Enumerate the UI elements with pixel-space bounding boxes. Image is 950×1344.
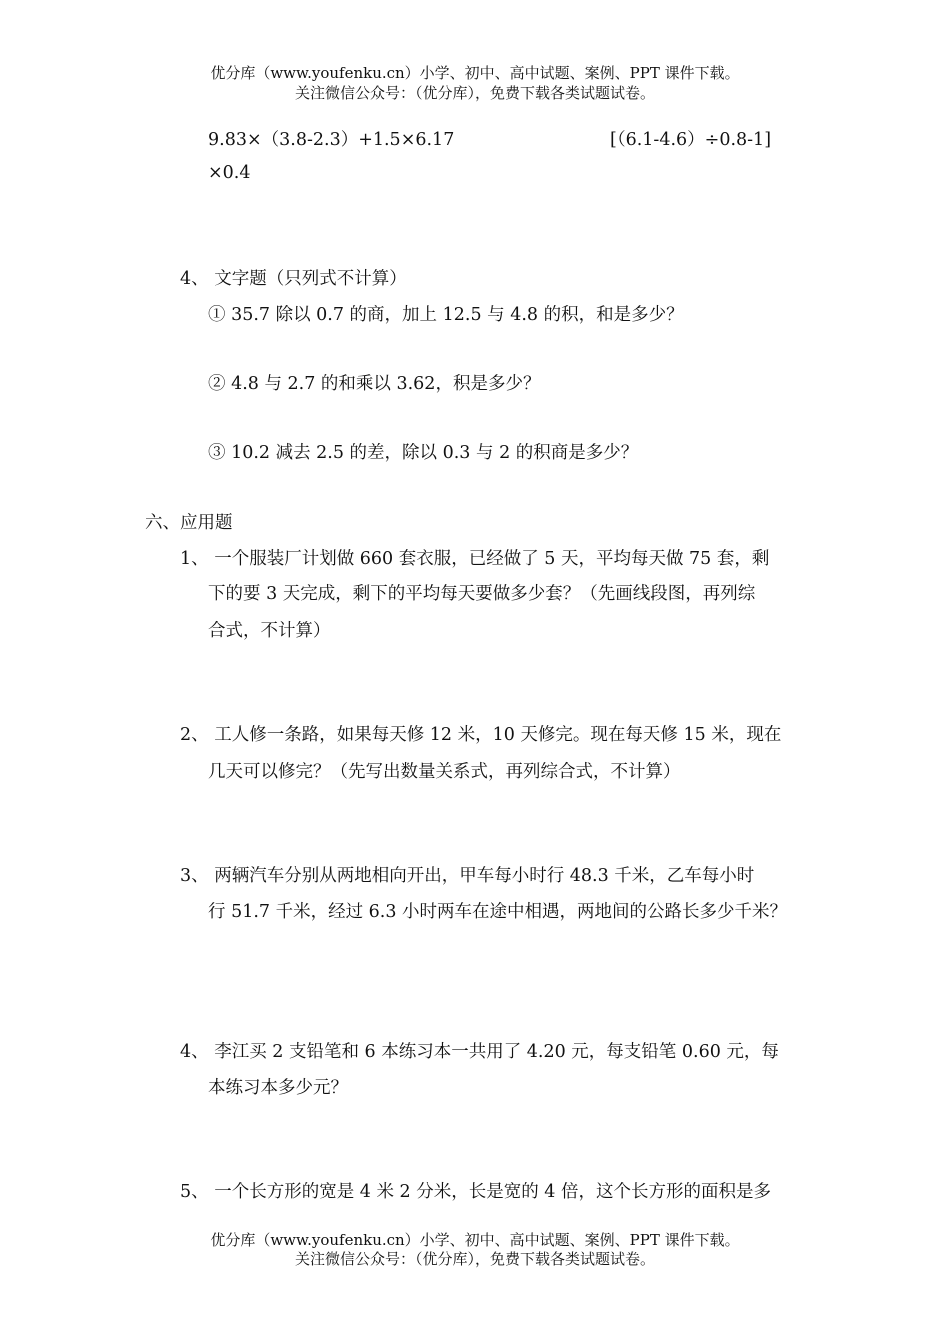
problem-4-line-1: 4、 李江买 2 支铅笔和 6 本练习本一共用了 4.20 元，每支铅笔 0.60 元，每 [180,1042,779,1062]
header-line-2: 关注微信公众号：（优分库），免费下载各类试题试卷。 [294,84,655,102]
calc-expression-1: 9.83×（3.8-2.3）+1.5×6.17 [208,130,455,150]
problem-1-line-1: 1、 一个服装厂计划做 660 套衣服，已经做了 5 天，平均每天做 75 套，剩 [180,549,770,569]
calc-expression-2-continued: ×0.4 [208,163,251,183]
application-heading: 六、应用题 [145,513,233,533]
word-problem-item: ③ 10.2 减去 2.5 的差，除以 0.3 与 2 的积商是多少？ [208,443,639,463]
footer-line-1: 优分库（www.youfenku.cn）小学、初中、高中试题、案例、PPT 课件下载。 [210,1231,740,1249]
problem-4-line-2: 本练习本多少元？ [208,1078,348,1098]
footer-line-2: 关注微信公众号：（优分库），免费下载各类试题试卷。 [294,1250,655,1268]
problem-3-line-1: 3、 两辆汽车分别从两地相向开出，甲车每小时行 48.3 千米，乙车每小时 [180,866,755,886]
word-problems-heading: 4、 文字题（只列式不计算） [180,269,407,289]
problem-3-line-2: 行 51.7 千米，经过 6.3 小时两车在途中相遇，两地间的公路长多少千米？ [208,902,788,922]
header-line-1: 优分库（www.youfenku.cn）小学、初中、高中试题、案例、PPT 课件下载。 [210,64,740,82]
problem-2-line-1: 2、 工人修一条路，如果每天修 12 米，10 天修完。现在每天修 15 米，现在 [180,725,782,745]
word-problem-item: ② 4.8 与 2.7 的和乘以 3.62，积是多少？ [208,374,541,394]
problem-1-line-2: 下的要 3 天完成，剩下的平均每天要做多少套？（先画线段图，再列综 [208,584,756,604]
word-problem-item: ① 35.7 除以 0.7 的商，加上 12.5 与 4.8 的积，和是多少？ [208,305,684,325]
problem-5-line-1: 5、 一个长方形的宽是 4 米 2 分米，长是宽的 4 倍，这个长方形的面积是多 [180,1182,771,1202]
problem-1-line-3: 合式，不计算） [208,621,331,641]
problem-2-line-2: 几天可以修完？（先写出数量关系式，再列综合式，不计算） [208,762,681,782]
calc-expression-2: [（6.1-4.6）÷0.8-1] [610,130,772,150]
